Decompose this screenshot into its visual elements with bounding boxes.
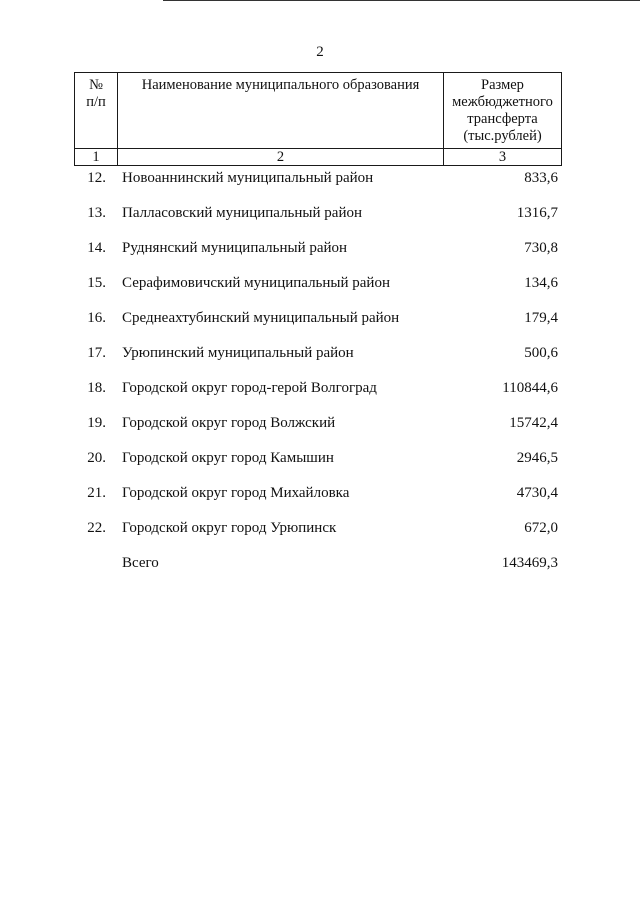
row-number: 15. — [87, 275, 106, 291]
municipality-name: Городской округ город Волжский — [122, 415, 336, 431]
total-amount: 143469,3 — [501, 555, 558, 571]
row-number: 14. — [87, 240, 106, 256]
transfer-amount: 4730,4 — [516, 485, 558, 501]
row-number: 18. — [87, 380, 106, 396]
total-row — [74, 546, 561, 581]
column-index-1: 1 — [75, 149, 118, 166]
table-row — [74, 196, 561, 231]
header-number-column — [75, 73, 118, 149]
table-row — [74, 406, 561, 441]
table-body — [74, 161, 561, 581]
header-name-column — [118, 73, 444, 149]
municipality-name: Руднянский муниципальный район — [122, 240, 348, 256]
row-number: 22. — [87, 520, 106, 536]
column-index-3: 3 — [444, 149, 562, 166]
municipality-name: Городской округ город Камышин — [122, 450, 334, 466]
transfer-amount: 15742,4 — [509, 415, 558, 431]
header-name-label: Наименование муниципального образования — [141, 77, 420, 93]
table-row — [74, 441, 561, 476]
total-label: Всего — [122, 555, 159, 571]
transfer-amount: 833,6 — [524, 170, 558, 186]
municipality-name: Серафимовичский муниципальный район — [122, 275, 390, 291]
row-number: 16. — [87, 310, 106, 326]
header-amount-column — [444, 73, 562, 149]
table-row — [74, 301, 561, 336]
table-row — [74, 511, 561, 546]
transfer-amount: 110844,6 — [502, 380, 558, 396]
transfer-amount: 134,6 — [524, 275, 558, 291]
column-index-2: 2 — [118, 149, 444, 166]
transfer-amount: 672,0 — [524, 520, 558, 536]
municipality-name: Городской округ город Михайловка — [122, 485, 350, 501]
row-number: 12. — [87, 170, 106, 186]
table-row — [74, 231, 561, 266]
table-row — [74, 371, 561, 406]
row-number: 19. — [87, 415, 106, 431]
municipality-name: Городской округ город Урюпинск — [122, 520, 337, 536]
transfer-amount: 1316,7 — [516, 205, 558, 221]
transfer-amount: 179,4 — [524, 310, 558, 326]
table-row — [74, 266, 561, 301]
municipality-name: Среднеахтубинский муниципальный район — [122, 310, 400, 326]
row-number: 17. — [87, 345, 106, 361]
municipality-name: Городской округ город-герой Волгоград — [122, 380, 377, 396]
municipality-name: Новоаннинский муниципальный район — [122, 170, 374, 186]
transfer-amount: 500,6 — [524, 345, 558, 361]
table-row — [74, 161, 561, 196]
header-amount-label: Размер межбюджетного трансферта (тыс.рублей) — [452, 77, 553, 144]
header-number-label: № п/п — [86, 77, 106, 110]
row-number: 20. — [87, 450, 106, 466]
municipality-name: Палласовский муниципальный район — [122, 205, 362, 221]
table-row — [74, 476, 561, 511]
top-border-line — [163, 0, 640, 1]
table-header-row — [75, 73, 562, 149]
row-number: 21. — [87, 485, 106, 501]
row-number: 13. — [87, 205, 106, 221]
municipality-name: Урюпинский муниципальный район — [122, 345, 354, 361]
table-row — [74, 336, 561, 371]
transfer-amount: 2946,5 — [516, 450, 558, 466]
transfer-amount: 730,8 — [524, 240, 558, 256]
transfer-table-header — [74, 72, 562, 166]
page-number: 2 — [316, 44, 324, 60]
